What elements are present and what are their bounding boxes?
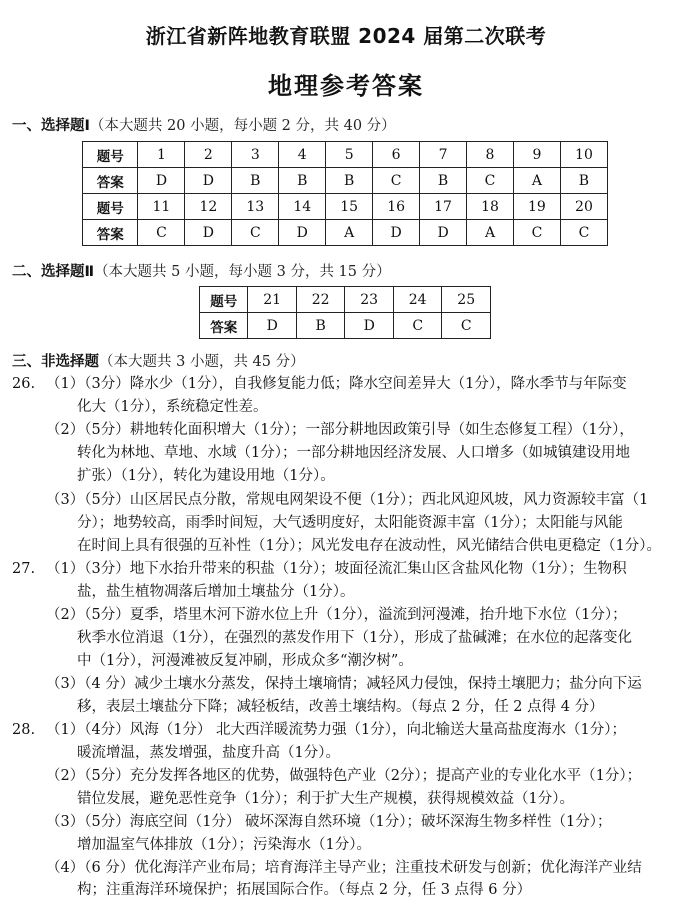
row-label-number: 题号	[200, 287, 248, 313]
question-number: 7	[420, 142, 467, 168]
section2-heading: 二、选择题Ⅱ	[12, 264, 95, 280]
answer-cell: C	[442, 313, 491, 339]
answer-line: 暖流增温，蒸发增强，盐度升高（1分）。	[77, 745, 340, 761]
row-label-number: 题号	[83, 142, 138, 168]
answer-line: 扩张）（1分），转化为建设用地（1分）。	[77, 468, 335, 484]
question-number: 17	[420, 194, 467, 220]
question-number: 19	[513, 194, 560, 220]
answer-cell: B	[560, 168, 607, 194]
question-number: 21	[248, 287, 297, 313]
row-label-number: 题号	[83, 194, 138, 220]
answer-line: 化大（1分），系统稳定性差。	[77, 399, 268, 415]
answer-line: 中（1分），河漫滩被反复冲刷，形成众多“潮汐树”。	[77, 653, 413, 669]
section1-heading-row	[12, 114, 396, 135]
answer-cell: B	[232, 168, 279, 194]
answer-line: （3）（5分）山区居民点分散，常规电网架设不便（1分）；西北风迎风坡，风力资源较丰富（1	[46, 492, 649, 508]
section3-heading-row	[12, 350, 305, 371]
question-number: 11	[138, 194, 185, 220]
table-row	[83, 168, 608, 194]
question-number-27: 27.	[12, 561, 36, 577]
answer-line: 增加温室气体排放（1分）；污染海水（1分）。	[77, 837, 371, 853]
document-subtitle: 地理参考答案	[268, 72, 424, 100]
table-row	[200, 313, 491, 339]
table-row	[83, 194, 608, 220]
question-number: 24	[393, 287, 442, 313]
answer-cell: D	[185, 168, 232, 194]
document-title: 浙江省新阵地教育联盟 2024 届第二次联考	[145, 24, 547, 48]
question-number: 9	[513, 142, 560, 168]
question-number: 16	[373, 194, 420, 220]
answer-line: （3）（4 分）减少土壤水分蒸发，保持土壤墒情；减轻风力侵蚀，保持土壤肥力；盐分向下运	[46, 676, 642, 692]
answer-cell: C	[513, 220, 560, 246]
answer-cell: C	[373, 168, 420, 194]
answer-cell: D	[138, 168, 185, 194]
section2-heading-row	[12, 260, 391, 281]
answer-cell: D	[420, 220, 467, 246]
answer-line: （1）（4分）风海（1分） 北大西洋暖流势力强（1分），向北输送大量高盐度海水（1分）；	[46, 722, 626, 738]
answer-line: （2）（5分）充分发挥各地区的优势，做强特色产业（2分）；提高产业的专业化水平（1分）；	[46, 768, 642, 784]
question-number-28: 28.	[12, 722, 36, 738]
answer-line: （2）（5分）耕地转化面积增大（1分）；一部分耕地因政策引导（如生态修复工程）（1分），	[46, 422, 634, 438]
question-number-26: 26.	[12, 376, 36, 392]
answer-cell: A	[513, 168, 560, 194]
section3-note: （本大题共 3 小题，共 45 分）	[99, 354, 305, 370]
question-number: 14	[279, 194, 326, 220]
row-label-answer: 答案	[83, 168, 138, 194]
answer-cell: C	[232, 220, 279, 246]
answer-line: 盐，盐生植物凋落后增加土壤盐分（1分）。	[77, 584, 355, 600]
question-number: 5	[326, 142, 373, 168]
question-number: 10	[560, 142, 607, 168]
answer-line: 转化为林地、草地、水域（1分）；一部分耕地因经济发展、人口增多（如城镇建设用地	[77, 445, 630, 461]
answer-line: 移，表层土壤盐分下降；减轻板结，改善土壤结构。（每点 2 分，任 2 点得 4 分）	[77, 699, 604, 715]
answer-line: （1）（3分）地下水抬升带来的积盐（1分）；坡面径流汇集山区含盐风化物（1分）；生物积	[46, 561, 627, 577]
answer-cell: B	[296, 313, 345, 339]
answer-cell: C	[393, 313, 442, 339]
answer-cell: D	[345, 313, 394, 339]
table-row	[83, 220, 608, 246]
answer-cell: B	[279, 168, 326, 194]
table-row	[200, 287, 491, 313]
question-number: 3	[232, 142, 279, 168]
answer-cell: D	[279, 220, 326, 246]
row-label-answer: 答案	[200, 313, 248, 339]
answer-cell: B	[420, 168, 467, 194]
answer-table-1	[82, 141, 608, 246]
answer-line: 错位发展，避免恶性竞争（1分）；利于扩大生产规模，获得规模效益（1分）。	[77, 791, 574, 807]
answer-line: 秋季水位消退（1分），在强烈的蒸发作用下（1分），形成了盐碱滩；在水位的起落变化	[77, 630, 632, 646]
answer-cell: C	[467, 168, 514, 194]
question-number: 22	[296, 287, 345, 313]
question-number: 15	[326, 194, 373, 220]
question-number: 2	[185, 142, 232, 168]
section2-note: （本大题共 5 小题，每小题 3 分，共 15 分）	[94, 264, 391, 280]
answer-cell: D	[248, 313, 297, 339]
answer-line: （4）（6 分）优化海洋产业布局；培育海洋主导产业；注重技术研发与创新；优化海洋产业结	[46, 860, 642, 876]
answer-line: 构；注重海洋环境保护；拓展国际合作。（每点 2 分，任 3 点得 6 分）	[77, 882, 532, 898]
question-number: 8	[467, 142, 514, 168]
answer-table-2	[199, 286, 491, 339]
question-number: 4	[279, 142, 326, 168]
question-number: 18	[467, 194, 514, 220]
row-label-answer: 答案	[83, 220, 138, 246]
section1-heading: 一、选择题Ⅰ	[12, 118, 90, 134]
answer-cell: C	[138, 220, 185, 246]
section1-note: （本大题共 20 小题，每小题 2 分，共 40 分）	[89, 118, 396, 134]
question-number: 1	[138, 142, 185, 168]
answer-cell: A	[326, 220, 373, 246]
answer-cell: B	[326, 168, 373, 194]
answer-line: （3）（5分）海底空间（1分） 破坏深海自然环境（1分）；破坏深海生物多样性（1分）；	[46, 814, 612, 830]
answer-cell: A	[467, 220, 514, 246]
question-number: 12	[185, 194, 232, 220]
table-row	[83, 142, 608, 168]
answer-cell: C	[560, 220, 607, 246]
answer-cell: D	[373, 220, 420, 246]
question-number: 13	[232, 194, 279, 220]
question-number: 20	[560, 194, 607, 220]
question-number: 6	[373, 142, 420, 168]
section3-heading: 三、非选择题	[12, 354, 99, 370]
question-number: 25	[442, 287, 491, 313]
question-number: 23	[345, 287, 394, 313]
answer-line: （1）（3分）降水少（1分），自我修复能力低；降水空间差异大（1分），降水季节与年际变	[46, 376, 627, 392]
answer-line: 分）；地势较高，雨季时间短，大气透明度好，太阳能资源丰富（1分）；太阳能与风能	[77, 515, 623, 531]
answer-cell: D	[185, 220, 232, 246]
answer-line: 在时间上具有很强的互补性（1分）；风光发电存在波动性，风光储结合供电更稳定（1分）。	[77, 538, 661, 554]
answer-line: （2）（5分）夏季，塔里木河下游水位上升（1分），溢流到河漫滩，抬升地下水位（1分）；	[46, 607, 627, 623]
